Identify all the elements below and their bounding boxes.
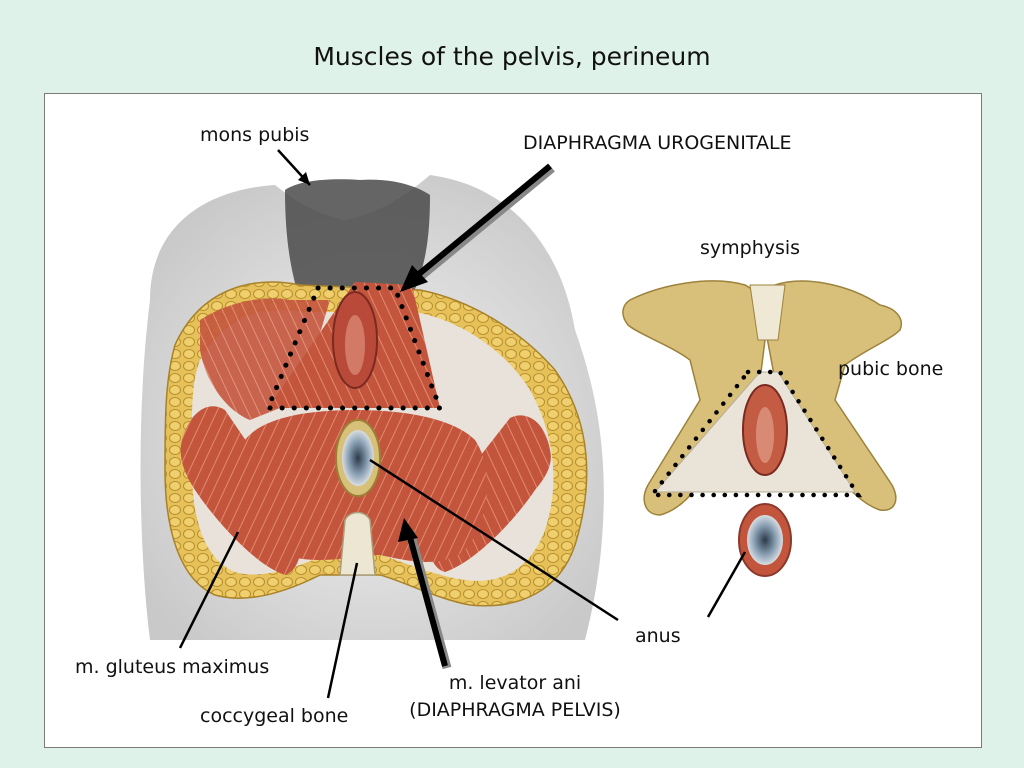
label-coccygeal-bone: coccygeal bone	[200, 705, 349, 727]
label-levator-ani: m. levator ani	[448, 672, 582, 694]
label-diaphragma-pelvis: (DIAPHRAGMA PELVIS)	[409, 699, 621, 721]
label-gluteus-maximus: m. gluteus maximus	[75, 656, 270, 678]
label-anus: anus	[635, 625, 681, 647]
slide-title: Muscles of the pelvis, perineum	[313, 42, 711, 71]
label-diaphragma-urogenitale: DIAPHRAGMA UROGENITALE	[523, 132, 792, 154]
main-perineum-illustration	[141, 175, 604, 640]
label-mons-pubis: mons pubis	[200, 124, 310, 146]
label-symphysis: symphysis	[700, 237, 801, 259]
label-pubic-bone: pubic bone	[838, 358, 944, 380]
pelvic-bone-illustration	[623, 281, 901, 576]
